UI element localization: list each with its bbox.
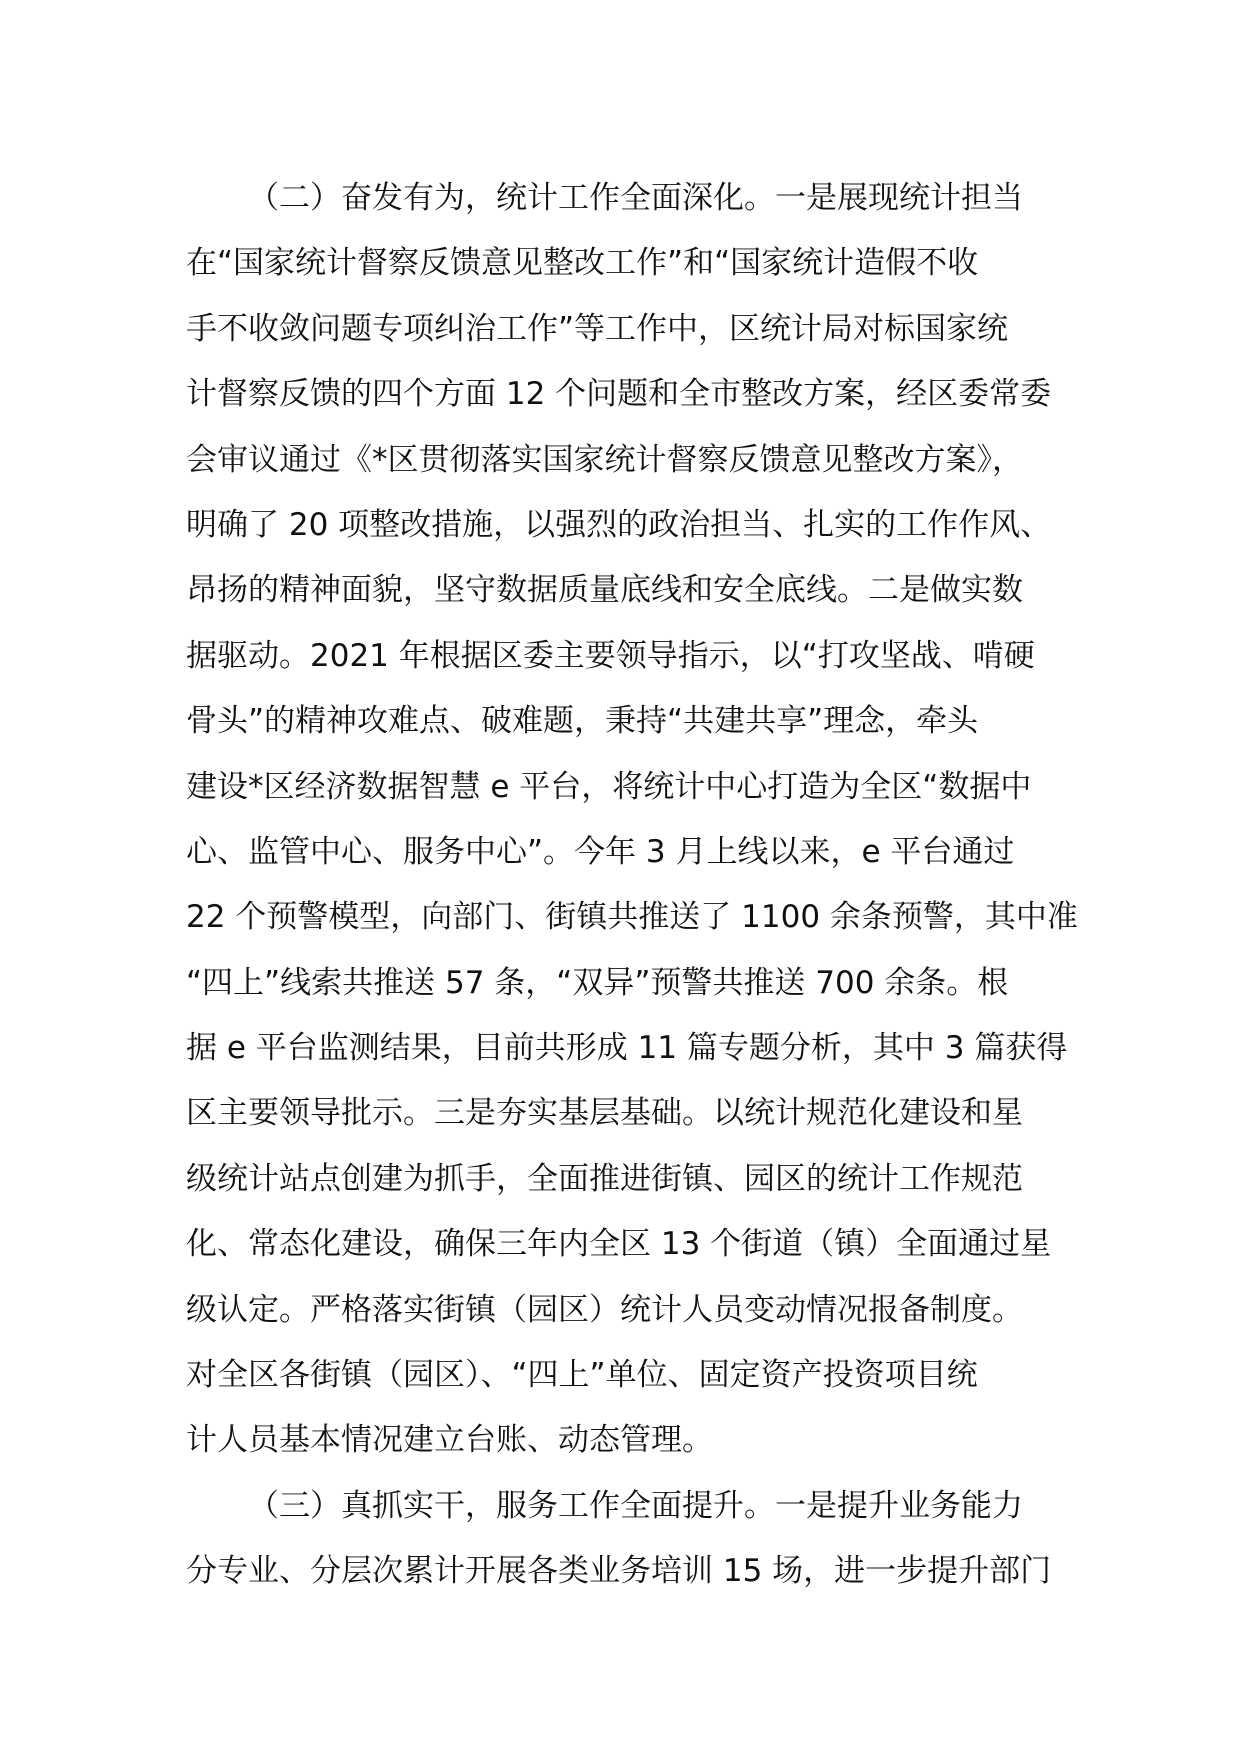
text-line: 心、监管中心、服务中心”。今年 3 月上线以来，e 平台通过 — [186, 833, 1015, 870]
text-line: 明确了 20 项整改措施，以强烈的政治担当、扎实的工作作风、 — [186, 506, 1052, 543]
text-line: 计人员基本情况建立台账、动态管理。 — [186, 1422, 713, 1459]
text-line: 区主要领导批示。三是夯实基层基础。以统计规范化建设和星 — [186, 1095, 1023, 1132]
text-line: 据 e 平台监测结果，目前共形成 11 篇专题分析，其中 3 篇获得 — [186, 1030, 1068, 1067]
body-text — [186, 166, 1078, 1605]
text-line: 级统计站点创建为抓手，全面推进街镇、园区的统计工作规范 — [186, 1160, 1023, 1197]
text-line: 化、常态化建设，确保三年内全区 13 个街道（镇）全面通过星 — [186, 1226, 1052, 1263]
text-line: 对全区各街镇（园区）、“四上”单位、固定资产投资项目统 — [186, 1357, 978, 1394]
paragraph-3-heading-line: （三）真抓实干，服务工作全面提升。一是提升业务能力 — [248, 1487, 1023, 1524]
paragraph-2-heading-line: （二）奋发有为，统计工作全面深化。一是展现统计担当 — [248, 180, 1023, 216]
text-line: 昂扬的精神面貌，坚守数据质量底线和安全底线。二是做实数 — [186, 572, 1023, 609]
text-line: 分专业、分层次累计开展各类业务培训 15 场，进一步提升部门 — [186, 1553, 1052, 1590]
text-line: 计督察反馈的四个方面 12 个问题和全市整改方案，经区委常委 — [186, 376, 1052, 413]
text-line: 骨头”的精神攻难点、破难题，秉持“共建共享”理念，牵头 — [186, 703, 979, 740]
text-line: 级认定。严格落实街镇（园区）统计人员变动情况报备制度。 — [186, 1291, 1023, 1328]
text-line: 会审议通过《*区贯彻落实国家统计督察反馈意见整改方案》， — [186, 441, 1023, 478]
text-line: 建设*区经济数据智慧 e 平台，将统计中心打造为全区“数据中 — [186, 768, 1032, 805]
text-line: 在“国家统计督察反馈意见整改工作”和“国家统计造假不收 — [186, 245, 979, 282]
text-line: “四上”线索共推送 57 条，“双异”预警共推送 700 余条。根 — [186, 964, 1009, 1001]
text-line: 据驱动。2021 年根据区委主要领导指示，以“打攻坚战、啃硬 — [186, 637, 1035, 674]
text-line: 22 个预警模型，向部门、街镇共推送了 1100 余条预警，其中准 — [186, 899, 1078, 936]
text-line: 手不收敛问题专项纠治工作”等工作中，区统计局对标国家统 — [186, 310, 1009, 347]
